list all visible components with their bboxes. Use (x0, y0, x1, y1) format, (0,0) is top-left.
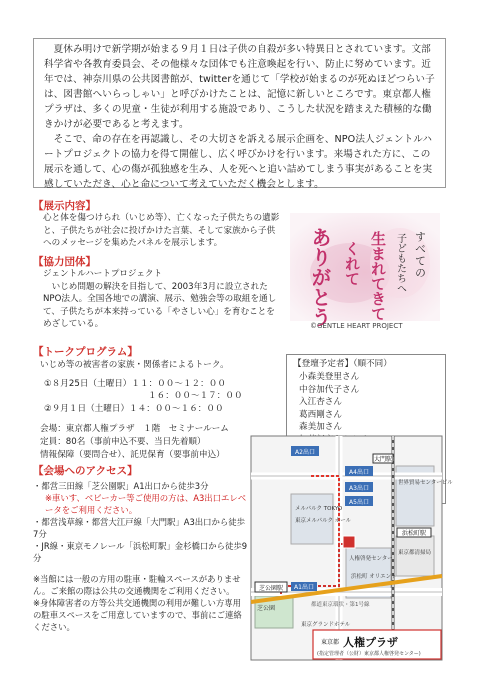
access-footnote-parking: ※当館には一般の方用の駐車・駐輪スペースがありません。ご来館の際は公共の交通機関をご利用ください。 (33, 574, 241, 596)
art-line-4: くれて (343, 241, 361, 286)
talk-session-1: ①８月25日（土曜日）１１：００～１２：００ (44, 378, 226, 389)
access-item-3: ・JR線・東京モノレール「浜松町駅」金杉橋口から徒歩9分 (33, 541, 248, 563)
map-place-shiba-park: 芝公園 (257, 605, 276, 612)
map-exit-a3: A3出口 (349, 485, 369, 492)
map-station-shibakoen: 芝公園駅 (258, 585, 284, 592)
map-place-melparque-hall: 東京メルパルク ホール (295, 518, 352, 524)
map-venue-prefix: 東京都 (321, 639, 340, 646)
map-place-jinken-center: 人権啓発センター (349, 556, 393, 562)
partner-name: ジェントルハートプロジェクト (43, 269, 163, 279)
art-line-3: 生まれてきて (369, 231, 387, 321)
speaker-name: 入江杏さん (299, 397, 342, 408)
talk-lead: いじめ等の被害者の家族・関係者によるトーク。 (40, 360, 229, 370)
art-line-1: すべての (413, 231, 427, 279)
access-title: 【会場へのアクセス】 (33, 465, 138, 477)
talk-session-2: ②９月１日（土曜日）１４：００～１６：００ (44, 403, 224, 414)
access-footnote-disabled: ※身体障害者の方等公共交通機関の利用が難しい方専用の駐車スペースをご用意していますので、事前にご連絡ください。 (33, 598, 242, 632)
map-exit-a4: A4出口 (349, 469, 369, 476)
exhibit-body: 心と体を傷つけられ（いじめ等）、亡くなった子供たちの遺影と、子供たちが社会に投げかけた言葉、そして家族から子供へのメッセージを集めたパネルを展示します。 (43, 213, 280, 249)
partner-block (43, 268, 283, 331)
map-exit-a2: A2出口 (295, 449, 315, 456)
map-place-melparque: メルパルク TOKYO (295, 506, 343, 512)
map-place-orient: 浜松町 オリエント (351, 574, 397, 580)
art-line-5: ありがとう (308, 227, 332, 327)
map-station-hamamatsucho: 浜松町駅 (401, 530, 427, 537)
map-venue-subtitle: (指定管理者（公財）東京都人権啓発センター) (317, 651, 421, 657)
intro-paragraph-2: そこで、命の存在を再認識し、その大切さを訴える展示企画を、NPO法人ジェントルハートプロジェクトの協力を得て開催し、広く呼びかけを行います。来場された方に、この展示を通して、心の傷が孤独感を生み、人を死へと追い詰めてしまう事実があることを実感していただき、心と命について考えていただく機会とします。 (44, 134, 433, 190)
talk-venue: 会場：東京都人権プラザ １階 セミナールーム (40, 424, 229, 435)
map-place-seiso: 東京都清掃局 (398, 550, 432, 556)
speakers-heading: 【登壇予定者】（順不同） (293, 359, 392, 369)
talk-capacity: 定員：80名（事前申込不要、当日先着順） (40, 436, 206, 447)
speaker-name: 葛西剛さん (299, 409, 342, 420)
map-place-grand-hotel: 東京グランドホテル (301, 622, 351, 628)
access-item-1: ・都営三田線「芝公園駅」A1出口から徒歩3分 (33, 481, 209, 491)
map-exit-a1: A1出口 (294, 584, 314, 591)
map-place-wtc: 世界貿易センタービル (398, 480, 453, 486)
map-road-label: 都道東京環状・第1号線 (311, 602, 370, 608)
speaker-name: 森美加さん (299, 422, 342, 433)
access-footnotes (33, 573, 248, 633)
exhibit-title: 【展示内容】 (33, 200, 96, 212)
intro-box (33, 38, 446, 188)
access-block (33, 480, 248, 633)
access-wheelchair-note: ※車いす、ベビーカー等ご使用の方は、A3出口エレベータをご利用ください。 (45, 493, 247, 515)
talk-session-1b: １６：００～１７：００ (148, 391, 243, 402)
artwork-credit: ©GENTLE HEART PROJECT (310, 322, 403, 330)
partner-body: いじめ問題の解決を目指して、2003年3月に設立されたNPO法人。全国各地での講演、展示、勉強会等の取組を通して、子供たちが本来持っている「やさしい心」を育むことをめざしている。 (43, 281, 277, 330)
map-station-daimon: 大門駅 (373, 456, 393, 463)
talk-accessibility: 情報保障（要問合せ）、託児保育（要事前申込） (40, 449, 225, 460)
speaker-name: 中谷加代子さん (299, 384, 360, 395)
access-map (251, 436, 453, 660)
intro-paragraph-1: 夏休み明けで新学期が始まる９月１日は子供の自殺が多い特異日とされています。文部科学省や各教育委員会、その他様々な団体でも注意喚起を行い、防止に努めています。近年では、神奈川県の公共図書館が、twitterを通じて「学校が始まるのが死ぬほどつらい子は、図書館へいらっしゃい」と呼びかけたことは、記憶に新しいところです。東京都人権プラザは、多くの児童・生徒が利用する施設であり、こうした状況を踏まえた積極的な働きかけが必要であると考えます。 (44, 44, 435, 130)
map-venue-name: 人権プラザ (343, 636, 398, 649)
access-item-2: ・都営浅草線・都営大江戸線「大門駅」A3出口から徒歩7分 (33, 517, 246, 539)
speaker-name: 小森美登里さん (299, 372, 360, 382)
talk-title: 【トークプログラム】 (33, 346, 138, 358)
partner-title: 【協力団体】 (33, 256, 96, 268)
art-line-2: 子どもたちへ (394, 233, 406, 293)
map-exit-a5: A5出口 (349, 499, 369, 506)
